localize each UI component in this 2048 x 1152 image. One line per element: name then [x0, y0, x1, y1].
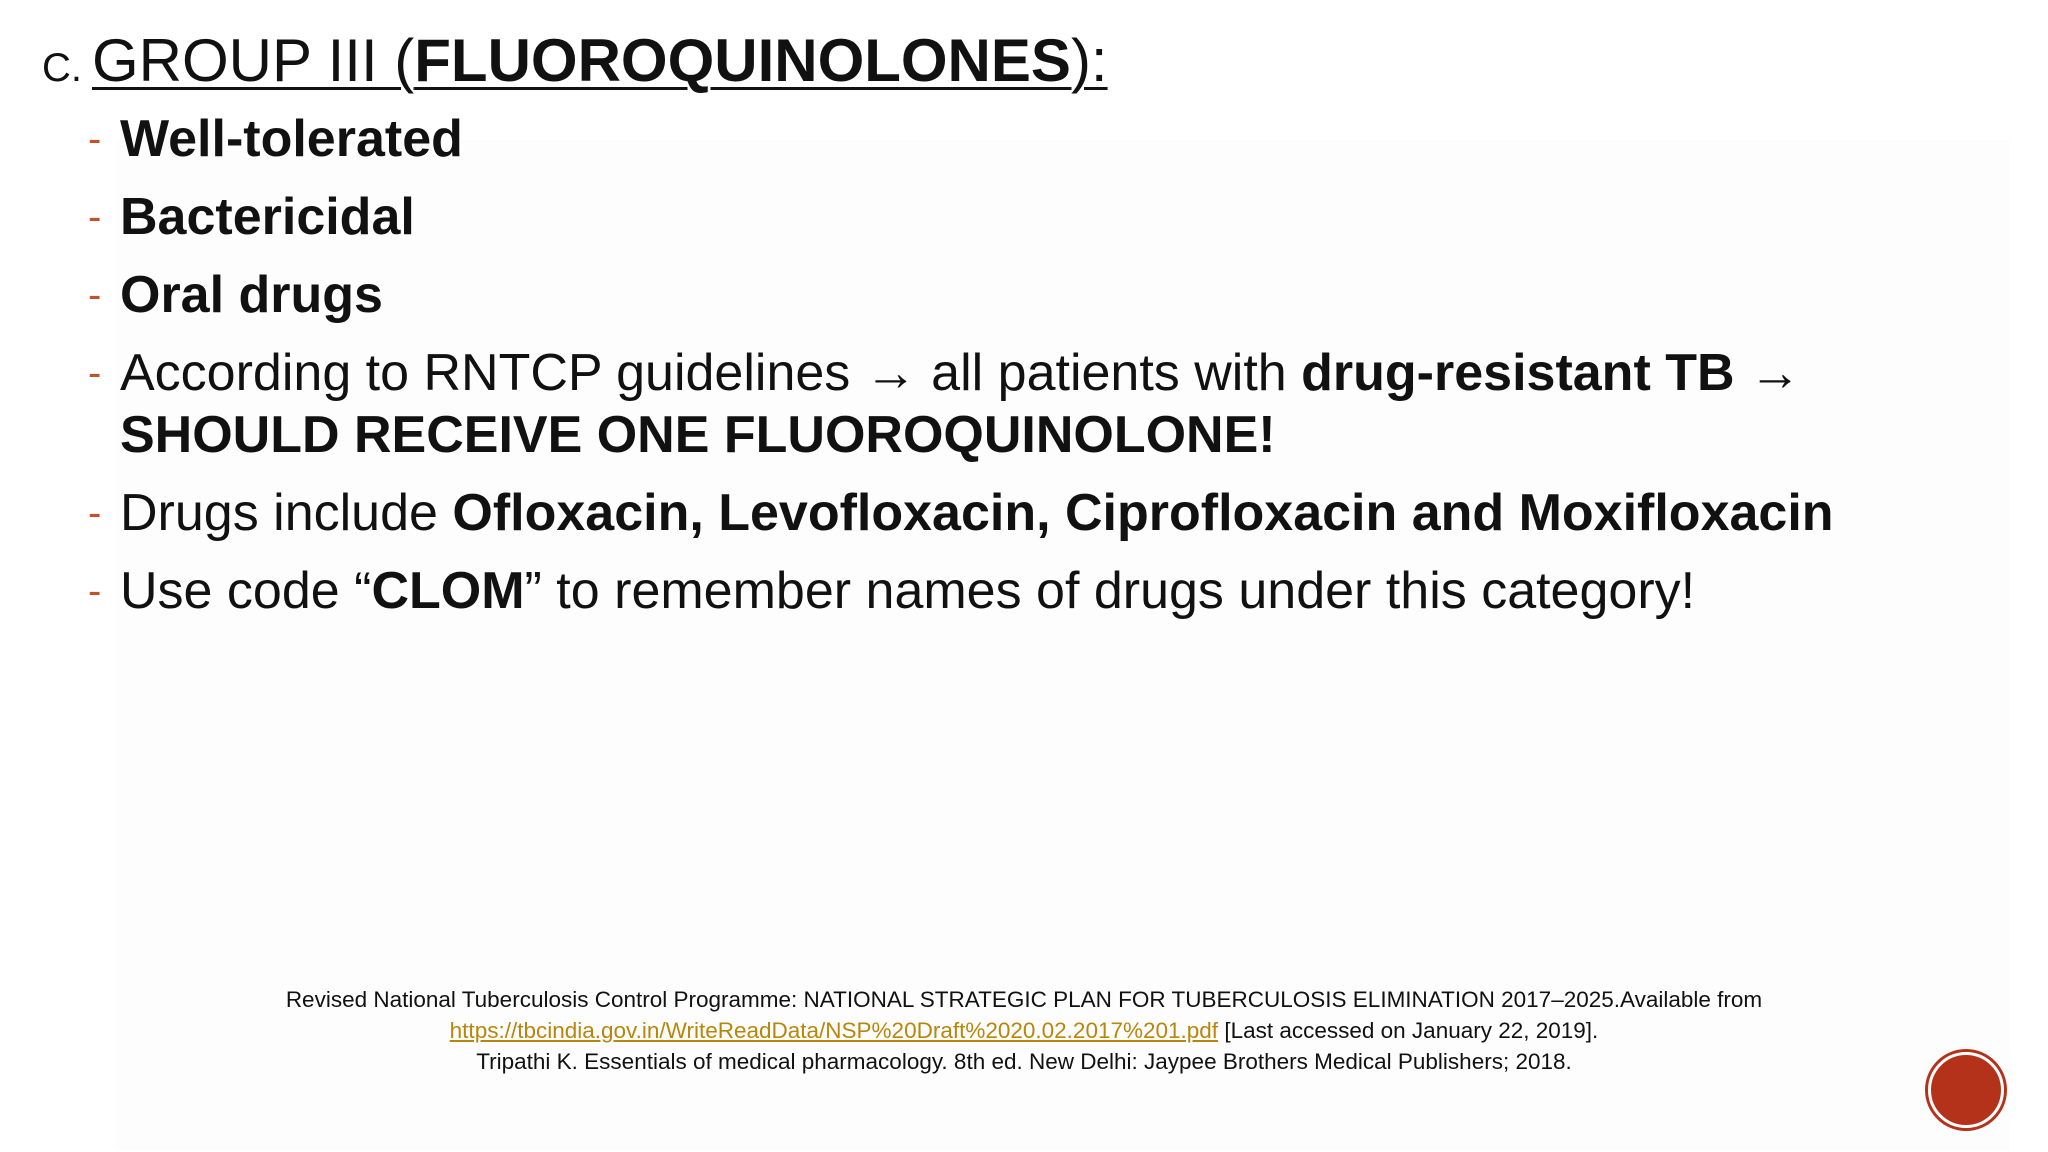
bullet-text: all patients with [916, 344, 1302, 402]
bullet-text-bold: Ofloxacin, Levofloxacin, Ciprofloxacin and Moxifloxacin [452, 484, 1834, 542]
bullet-text-bold: SHOULD RECEIVE ONE FLUOROQUINOLONE! [120, 406, 1276, 464]
bullet-list [88, 108, 1948, 638]
title-suffix: ): [1070, 27, 1108, 94]
arrow-right-icon: → [1748, 344, 1801, 402]
dash-icon: - [88, 117, 102, 161]
title-plain: GROUP III ( [92, 27, 415, 94]
bullet-item [88, 108, 1948, 170]
reference-link[interactable]: https://tbcindia.gov.in/WriteReadData/NSP%20Draft%2020.02.2017%201.pdf [449, 1018, 1219, 1043]
dash-icon: - [88, 569, 102, 613]
arrow-right-icon: → [864, 344, 917, 402]
bullet-item [88, 186, 1948, 248]
reference-accessed: [Last accessed on January 22, 2019]. [1218, 1018, 1599, 1043]
bullet-item [88, 482, 1948, 544]
bullet-text: Use code “ [120, 562, 372, 620]
title-prefix: C. [42, 46, 82, 90]
references [0, 984, 2048, 1077]
bullet-text: Bactericidal [120, 188, 415, 246]
reference-1-link-line [0, 1015, 2048, 1046]
dash-icon: - [88, 195, 102, 239]
title-text [92, 27, 1108, 94]
bullet-text-bold: drug-resistant TB [1301, 344, 1735, 402]
reference-2: Tripathi K. Essentials of medical pharmacology. 8th ed. New Delhi: Jaypee Brothers Medical Publishers; 2018. [476, 1049, 1572, 1074]
reference-1: Revised National Tuberculosis Control Programme: NATIONAL STRATEGIC PLAN FOR TUBERCULOSIS ELIMINATION 2017–2025.Available from [285, 987, 1763, 1012]
dash-icon: - [88, 273, 102, 317]
title-bold: FLUOROQUINOLONES [414, 27, 1071, 94]
slide-nav-button[interactable] [1928, 1052, 2004, 1128]
bullet-text: Well-tolerated [120, 110, 463, 168]
bullet-item [88, 264, 1948, 326]
bullet-text: Oral drugs [120, 266, 383, 324]
bullet-text: Drugs include [120, 484, 453, 542]
bullet-text: According to RNTCP guidelines [120, 344, 865, 402]
dash-icon: - [88, 491, 102, 535]
bullet-text: ” to remember names of drugs under this category! [524, 562, 1696, 620]
slide-title [42, 26, 1108, 95]
dash-icon: - [88, 351, 102, 395]
bullet-item [88, 560, 1948, 622]
bullet-item [88, 342, 1948, 466]
bullet-text-bold: CLOM [371, 562, 525, 620]
